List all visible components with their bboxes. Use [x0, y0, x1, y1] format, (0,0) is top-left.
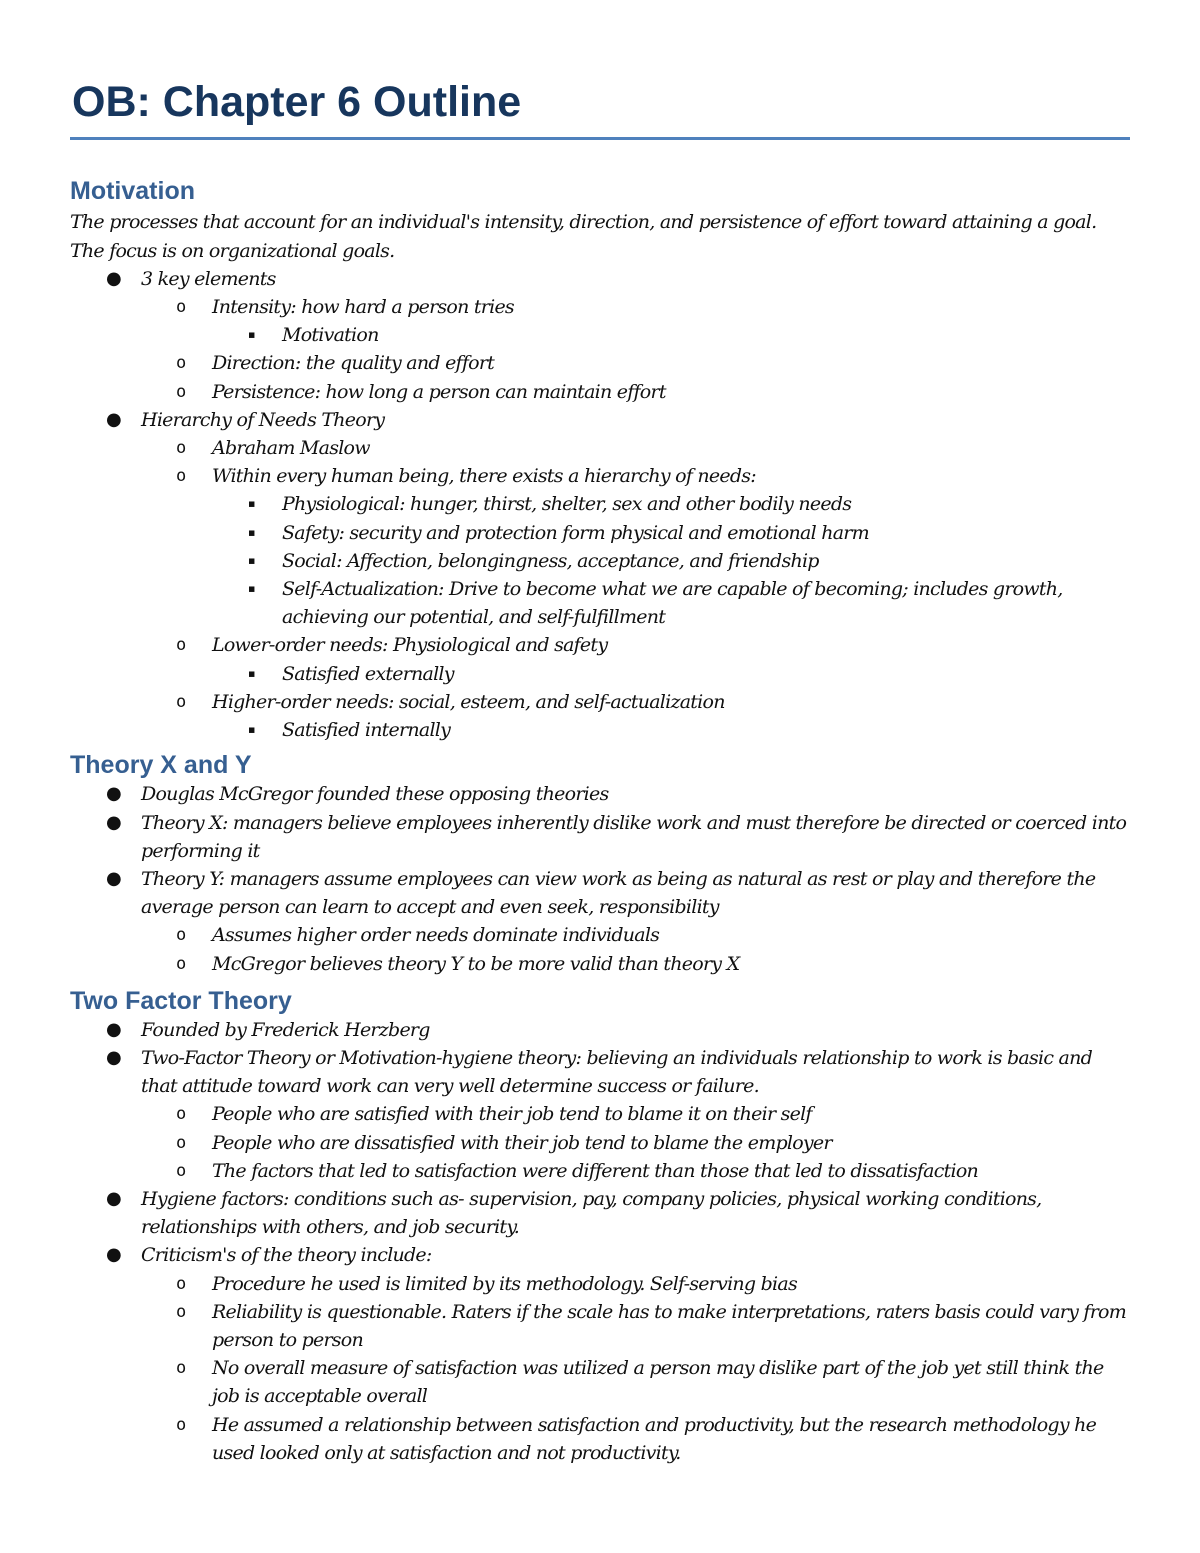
- outline-item-text: Abraham Maslow: [212, 437, 370, 460]
- outline-item-level-3: [70, 519, 1130, 547]
- bullet-dot-icon: ●: [106, 1046, 121, 1068]
- bullet-square-icon: ▪: [248, 328, 255, 342]
- bullet-circle-icon: o: [176, 1132, 186, 1153]
- theory-x-y-outline: [70, 780, 1130, 977]
- bullet-dot-icon: ●: [106, 783, 121, 805]
- outline-item-level-1: [70, 1241, 1130, 1269]
- outline-item-text: Two-Factor Theory or Motivation-hygiene theory: believing an individuals relationship to work is basic and that attitude toward work can very well determine success or failure.: [141, 1046, 1092, 1098]
- outline-item-level-1: [70, 780, 1130, 808]
- outline-item-level-2: [70, 1298, 1130, 1354]
- bullet-dot-icon: ●: [106, 1244, 121, 1266]
- outline-item-text: 3 key elements: [141, 267, 276, 290]
- outline-item-level-1: [70, 265, 1130, 293]
- outline-item-text: McGregor believes theory Y to be more valid than theory X: [212, 952, 740, 975]
- bullet-circle-icon: o: [176, 1160, 186, 1181]
- outline-item-text: Safety: security and protection form physical and emotional harm: [282, 521, 869, 544]
- bullet-dot-icon: ●: [106, 867, 121, 889]
- page-title: OB: Chapter 6 Outline: [70, 78, 1130, 140]
- outline-item-level-2: [70, 1411, 1130, 1467]
- motivation-definition: The processes that account for an individual's intensity, direction, and persistence of effort toward attaining a goal. The focus is on organizational goals.: [70, 211, 1097, 262]
- bullet-dot-icon: ●: [106, 408, 121, 430]
- bullet-dot-icon: ●: [106, 811, 121, 833]
- outline-item-level-3: [70, 575, 1130, 631]
- outline-item-text: No overall measure of satisfaction was utilized a person may dislike part of the job yet still think the job is acceptable overall: [212, 1357, 1104, 1408]
- outline-item-level-2: [70, 1157, 1130, 1185]
- outline-item-level-1: [70, 1044, 1130, 1100]
- bullet-circle-icon: o: [176, 1104, 186, 1125]
- outline-item-text: Social: Affection, belongingness, acceptance, and friendship: [282, 549, 819, 572]
- bullet-square-icon: ▪: [248, 666, 255, 680]
- bullet-circle-icon: o: [176, 1414, 186, 1435]
- bullet-circle-icon: o: [176, 353, 186, 374]
- bullet-square-icon: ▪: [248, 582, 255, 596]
- outline-item-level-1: [70, 406, 1130, 434]
- outline-item-text: Hygiene factors: conditions such as- supervision, pay, company policies, physical working conditions, relationships with others, and job security.: [141, 1187, 1042, 1239]
- outline-item-text: He assumed a relationship between satisfaction and productivity, but the research methodology he used looked only at satisfaction and not productivity.: [212, 1413, 1097, 1464]
- bullet-circle-icon: o: [176, 381, 186, 402]
- outline-item-text: Douglas McGregor founded these opposing theories: [141, 783, 609, 806]
- outline-item-text: Higher-order needs: social, esteem, and self-actualization: [212, 690, 725, 713]
- bullet-dot-icon: ●: [106, 1187, 121, 1209]
- outline-item-text: Within every human being, there exists a hierarchy of needs:: [212, 465, 756, 488]
- outline-item-level-3: [70, 490, 1130, 518]
- outline-item-level-1: [70, 809, 1130, 865]
- outline-item-level-2: [70, 293, 1130, 321]
- bullet-circle-icon: o: [176, 438, 186, 459]
- outline-item-text: Reliability is questionable. Raters if the scale has to make interpretations, raters basis could vary from person to person: [212, 1300, 1126, 1351]
- section-heading-two-factor-theory: Two Factor Theory: [70, 986, 292, 1015]
- outline-item-text: Assumes higher order needs dominate individuals: [212, 924, 660, 947]
- bullet-circle-icon: o: [176, 1301, 186, 1322]
- two-factor-outline: [70, 1016, 1130, 1467]
- outline-item-text: Satisfied internally: [282, 719, 451, 742]
- outline-item-text: Motivation: [282, 324, 379, 347]
- outline-item-level-2: [70, 688, 1130, 716]
- outline-item-level-1: [70, 865, 1130, 921]
- outline-item-level-2: [70, 462, 1130, 490]
- bullet-circle-icon: o: [176, 466, 186, 487]
- bullet-circle-icon: o: [176, 1358, 186, 1379]
- outline-item-text: Hierarchy of Needs Theory: [141, 408, 385, 431]
- outline-item-text: Lower-order needs: Physiological and safety: [212, 634, 608, 657]
- outline-item-text: Theory Y: managers assume employees can view work as being as natural as rest or play and therefore the average person can learn to accept and even seek, responsibility: [141, 867, 1096, 919]
- outline-item-level-2: [70, 1129, 1130, 1157]
- outline-item-level-2: [70, 349, 1130, 377]
- outline-item-level-2: [70, 631, 1130, 659]
- outline-item-level-3: [70, 321, 1130, 349]
- outline-item-level-3: [70, 716, 1130, 744]
- bullet-circle-icon: o: [176, 1273, 186, 1294]
- bullet-square-icon: ▪: [248, 723, 255, 737]
- outline-item-level-2: [70, 434, 1130, 462]
- outline-item-text: Procedure he used is limited by its methodology. Self-serving bias: [212, 1272, 797, 1295]
- motivation-outline: [70, 265, 1130, 744]
- outline-item-text: The factors that led to satisfaction were different than those that led to dissatisfaction: [212, 1159, 979, 1182]
- bullet-dot-icon: ●: [106, 1018, 121, 1040]
- outline-item-text: Criticism's of the theory include:: [141, 1244, 432, 1267]
- outline-item-text: Persistence: how long a person can maintain effort: [212, 380, 666, 403]
- outline-item-level-2: [70, 1270, 1130, 1298]
- outline-item-level-1: [70, 1016, 1130, 1044]
- bullet-square-icon: ▪: [248, 525, 255, 539]
- outline-item-level-2: [70, 378, 1130, 406]
- outline-item-text: Physiological: hunger, thirst, shelter, sex and other bodily needs: [282, 493, 852, 516]
- outline-item-level-3: [70, 660, 1130, 688]
- outline-item-text: Founded by Frederick Herzberg: [141, 1018, 430, 1041]
- outline-item-level-2: [70, 1354, 1130, 1410]
- outline-item-level-1: [70, 1185, 1130, 1241]
- bullet-circle-icon: o: [176, 297, 186, 318]
- outline-item-text: People who are dissatisfied with their job tend to blame the employer: [212, 1131, 832, 1154]
- outline-item-level-2: [70, 1100, 1130, 1128]
- bullet-dot-icon: ●: [106, 267, 121, 289]
- outline-item-level-2: [70, 921, 1130, 949]
- outline-item-text: Theory X: managers believe employees inherently dislike work and must therefore be directed or coerced into performing it: [141, 811, 1127, 862]
- bullet-circle-icon: o: [176, 691, 186, 712]
- bullet-circle-icon: o: [176, 953, 186, 974]
- bullet-square-icon: ▪: [248, 497, 255, 511]
- outline-item-text: Direction: the quality and effort: [212, 352, 495, 375]
- outline-item-text: Intensity: how hard a person tries: [212, 296, 514, 319]
- outline-item-text: Satisfied externally: [282, 662, 454, 685]
- bullet-square-icon: ▪: [248, 553, 255, 567]
- outline-item-text: Self-Actualization: Drive to become what we are capable of becoming; includes growth, achieving our potential, and self-fulfillment: [282, 578, 1063, 629]
- bullet-circle-icon: o: [176, 635, 186, 656]
- bullet-circle-icon: o: [176, 925, 186, 946]
- section-heading-motivation: Motivation: [70, 177, 195, 206]
- outline-item-level-3: [70, 547, 1130, 575]
- outline-item-text: People who are satisfied with their job tend to blame it on their self: [212, 1103, 812, 1126]
- outline-item-level-2: [70, 950, 1130, 978]
- section-heading-theory-x-and-y: Theory X and Y: [70, 751, 252, 780]
